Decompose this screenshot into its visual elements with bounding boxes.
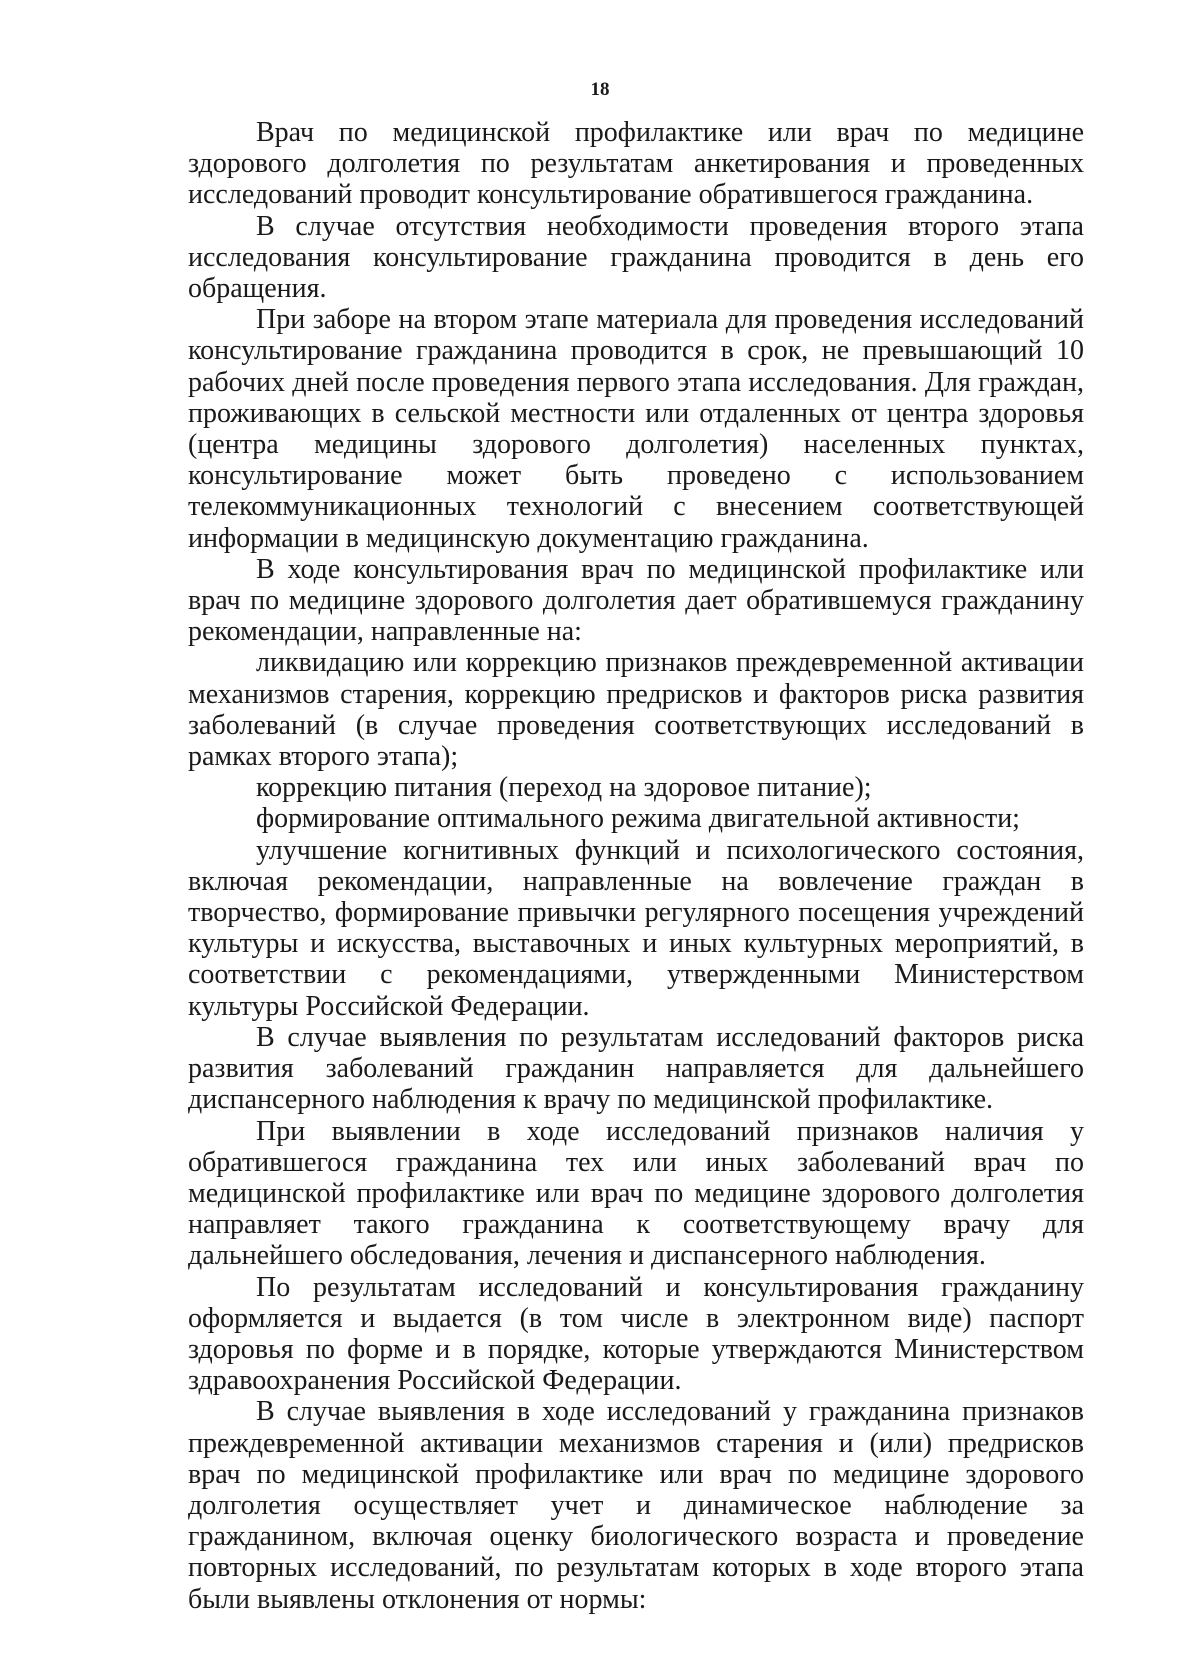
paragraph: При заборе на втором этапе материала для проведения исследований консультирование гражданина проводится в срок, не превышающий 10 рабочих дней после проведения первого этапа исследования. Для граждан, проживающих в сельской местности или отдаленных от центра здоровья (центра медицины здорового долголетия) населенных пунктах, консультирование может быть проведено с использованием телекоммуникационных технологий с внесением соответствующей информации в медицинскую документацию гражданина. xyxy=(188,304,1084,554)
paragraph: Врач по медицинской профилактике или врач по медицине здорового долголетия по результатам анкетирования и проведенных исследований проводит консультирование обратившегося гражданина. xyxy=(188,117,1084,211)
list-item: формирование оптимального режима двигательной активности; xyxy=(256,803,1020,835)
paragraph: В случае выявления по результатам исследований факторов риска развития заболеваний гражданин направляется для дальнейшего диспансерного наблюдения к врачу по медицинской профилактике. xyxy=(188,1021,1084,1116)
paragraph: В случае отсутствия необходимости проведения второго этапа исследования консультирование гражданина проводится в день его обращения. xyxy=(188,210,1084,305)
list-item: улучшение когнитивных функций и психологического состояния, включая рекомендации, направленные на вовлечение граждан в творчество, формирование привычки регулярного посещения учреждений культуры и искусства, выставочных и иных культурных мероприятий, в соответствии с рекомендациями, утвержденными Министерством культуры Российской Федерации. xyxy=(188,834,1084,1022)
paragraph: В ходе консультирования врач по медицинской профилактике или врач по медицине здорового долголетия дает обратившемуся гражданину рекомендации, направленные на: xyxy=(188,553,1084,648)
paragraph: При выявлении в ходе исследований признаков наличия у обратившегося гражданина тех или иных заболеваний врач по медицинской профилактике или врач по медицине здорового долголетия направляет такого гражданина к соответствующему врачу для дальнейшего обследования, лечения и диспансерного наблюдения. xyxy=(188,1115,1084,1272)
list-item: коррекцию питания (переход на здоровое питание); xyxy=(256,772,872,804)
page-number: 18 xyxy=(590,79,610,100)
document-body xyxy=(188,117,1084,1615)
paragraph: По результатам исследований и консультирования гражданину оформляется и выдается (в том числе в электронном виде) паспорт здоровья по форме и в порядке, которые утверждаются Министерством здравоохранения Российской Федерации. xyxy=(188,1271,1084,1397)
list-item: ликвидацию или коррекцию признаков преждевременной активации механизмов старения, коррекцию предрисков и факторов риска развития заболеваний (в случае проведения соответствующих исследований в рамках второго этапа); xyxy=(188,647,1084,773)
paragraph: В случае выявления в ходе исследований у гражданина признаков преждевременной активации механизмов старения и (или) предрисков врач по медицинской профилактике или врач по медицине здорового долголетия осуществляет учет и динамическое наблюдение за гражданином, включая оценку биологического возраста и проведение повторных исследований, по результатам которых в ходе второго этапа были выявлены отклонения от нормы: xyxy=(188,1396,1084,1615)
